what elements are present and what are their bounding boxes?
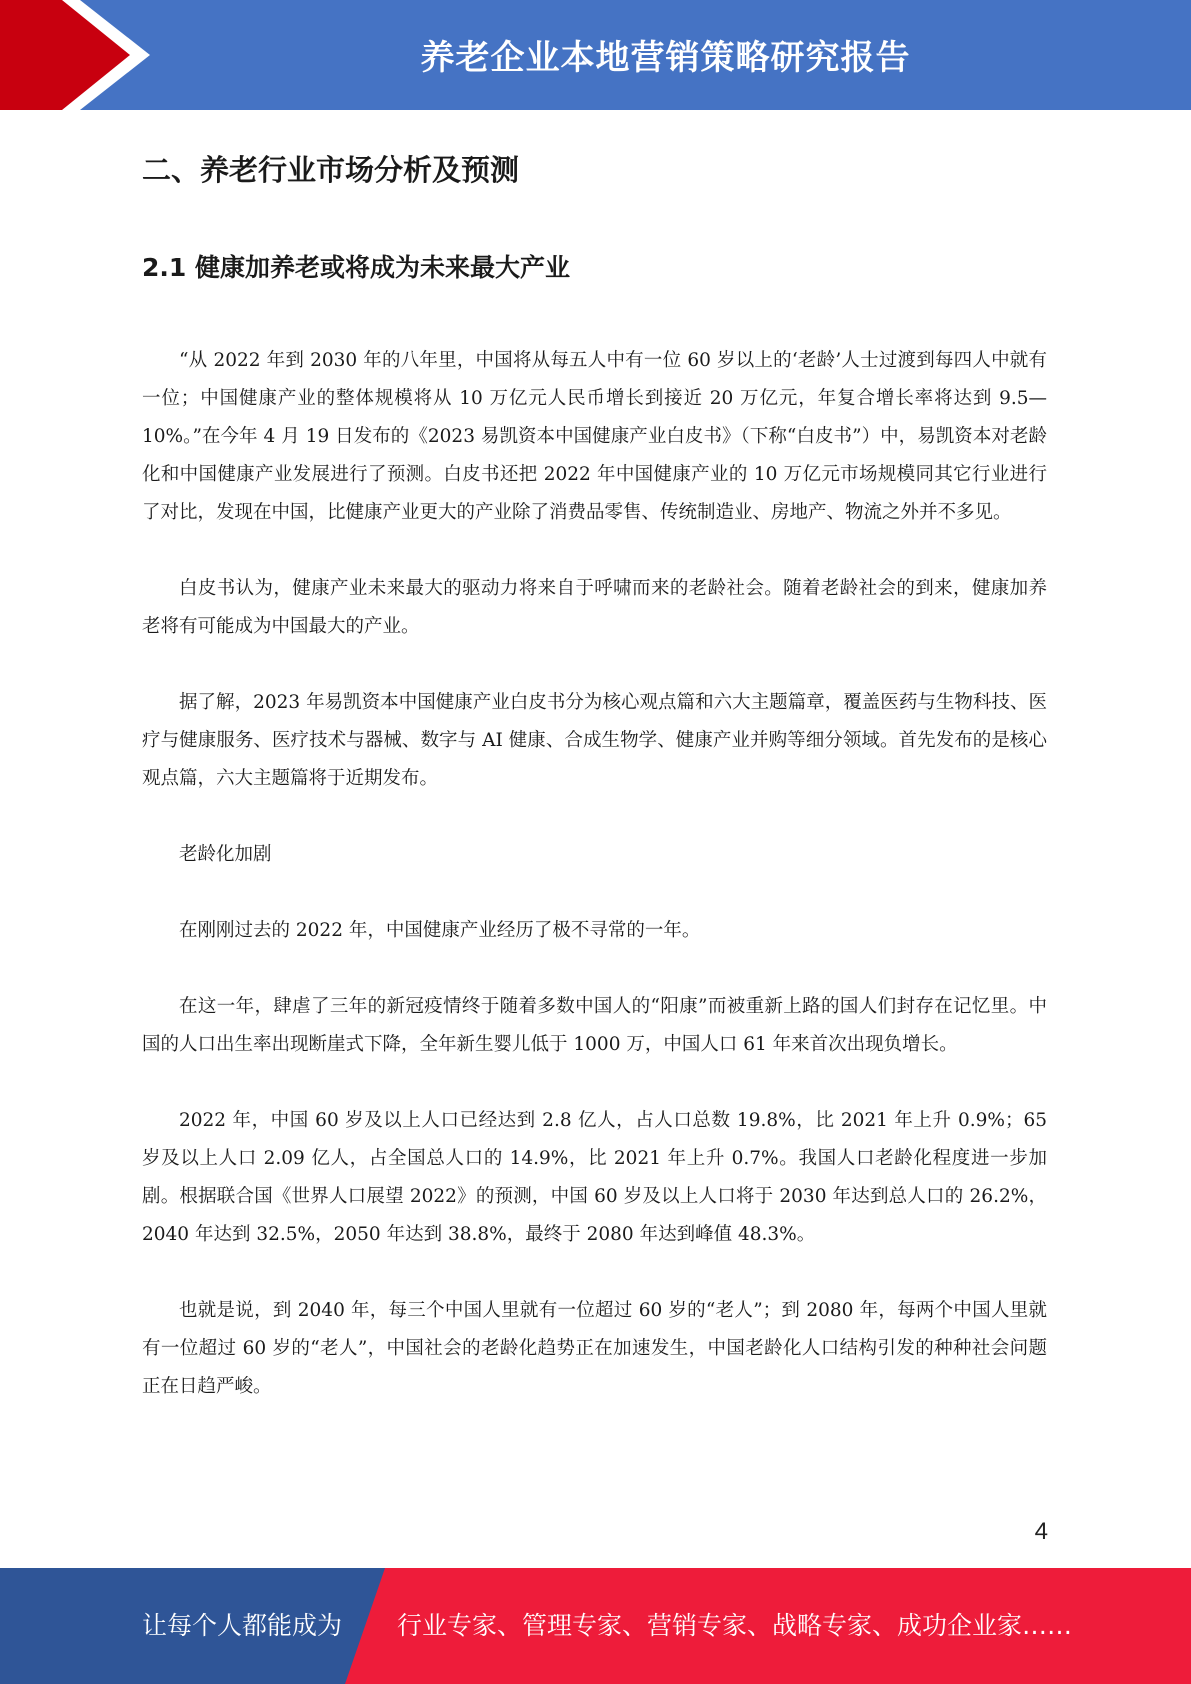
paragraph: 在刚刚过去的 2022 年，中国健康产业经历了极不寻常的一年。 xyxy=(179,920,701,941)
page-header xyxy=(0,0,1191,110)
page-number: 4 xyxy=(1034,1518,1048,1545)
paragraph: 在这一年，肆虐了三年的新冠疫情终于随着多数中国人的“阳康”而被重新上路的国人们封存在记忆里。中国的人口出生率出现断崖式下降，全年新生婴儿低于 1000 万，中国人口 61 年来首次出现负增长。 xyxy=(142,996,1047,1055)
paragraph: “从 2022 年到 2030 年的八年里，中国将从每五人中有一位 60 岁以上的‘老龄’人士过渡到每四人中就有一位；中国健康产业的整体规模将从 10 万亿元人民币增长到接近 20 万亿元，年复合增长率将达到 9.5—10%。”在今年 4 月 19 日发布的《2023 易凯资本中国健康产业白皮书》（下称“白皮书”）中，易凯资本对老龄化和中国健康产业发展进行了预测。白皮书还把 2022 年中国健康产业的 10 万亿元市场规模同其它行业进行了对比，发现在中国，比健康产业更大的产业除了消费品零售、传统制造业、房地产、物流之外并不多见。 xyxy=(142,350,1047,523)
paragraph: 白皮书认为，健康产业未来最大的驱动力将来自于呼啸而来的老龄社会。随着老龄社会的到来，健康加养老将有可能成为中国最大的产业。 xyxy=(142,578,1047,637)
subsection-heading: 2.1 健康加养老或将成为未来最大产业 xyxy=(142,253,570,282)
document-body xyxy=(142,130,1047,1444)
footer-slogan-right: 行业专家、管理专家、营销专家、战略专家、成功企业家…… xyxy=(397,1611,1073,1640)
page-footer xyxy=(0,1568,1191,1684)
paragraph: 据了解，2023 年易凯资本中国健康产业白皮书分为核心观点篇和六大主题篇章，覆盖医药与生物科技、医疗与健康服务、医疗技术与器械、数字与 AI 健康、合成生物学、健康产业并购等细分领域。首先发布的是核心观点篇，六大主题篇将于近期发布。 xyxy=(142,692,1047,789)
footer-slogan-left: 让每个人都能成为 xyxy=(142,1611,343,1640)
report-title: 养老企业本地营销策略研究报告 xyxy=(420,37,911,78)
paragraph: 老龄化加剧 xyxy=(179,844,272,865)
paragraph: 2022 年，中国 60 岁及以上人口已经达到 2.8 亿人，占人口总数 19.8%，比 2021 年上升 0.9%；65 岁及以上人口 2.09 亿人，占全国总人口的 14.9%，比 2021 年上升 0.7%。我国人口老龄化程度进一步加剧。根据联合国《世界人口展望 2022》的预测，中国 60 岁及以上人口将于 2030 年达到总人口的 26.2%，2040 年达到 32.5%，2050 年达到 38.8%，最终于 2080 年达到峰值 48.3%。 xyxy=(142,1110,1047,1245)
paragraph-list xyxy=(142,342,1047,1406)
paragraph: 也就是说，到 2040 年，每三个中国人里就有一位超过 60 岁的“老人”；到 2080 年，每两个中国人里就有一位超过 60 岁的“老人”，中国社会的老龄化趋势正在加速发生，中国老龄化人口结构引发的种种社会问题正在日趋严峻。 xyxy=(142,1300,1047,1397)
section-heading: 二、养老行业市场分析及预测 xyxy=(142,153,520,187)
